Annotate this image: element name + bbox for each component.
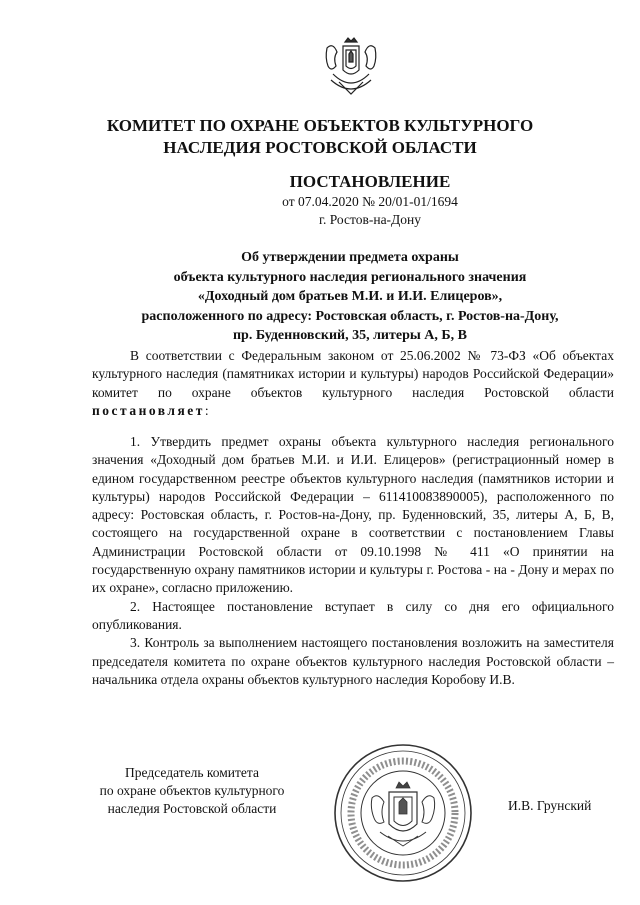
title-line: Об утверждении предмета охраны <box>241 250 459 265</box>
preamble-keyword: постановляет <box>92 402 205 418</box>
document-type: ПОСТАНОВЛЕНИЕ <box>289 172 451 191</box>
official-seal-icon <box>332 742 474 884</box>
title-line: объекта культурного наследия регионального значения <box>173 269 527 285</box>
preamble-paragraph <box>92 347 614 420</box>
resolution-item-2: 2. Настоящее постановление вступает в силу со дня его официального опубликования. <box>92 598 614 632</box>
agency-name <box>0 115 640 159</box>
document-date-number: от 07.04.2020 № 20/01-01/1694 <box>282 194 458 209</box>
preamble-colon: : <box>204 402 209 418</box>
signatory-position-line: наследия Ростовской области <box>107 801 277 816</box>
resolution-items <box>92 433 614 689</box>
resolution-item-1: 1. Утвердить предмет охраны объекта культурного наследия регионального значения «Доходный дом братьев М.И. и И.И. Елицеров» (регистрационный номер в едином государственном реестре объектов культурного наследия (памятников истории и культуры) народов Российской Федерации – 611410083890005), расположенного по адресу: Ростовская область, г. Ростов-на-Дону, пр. Буденновский, 35, литеры А, Б, В, состоящего на государственной охране в соответствии с постановлением Главы Администрации Ростовской области от 09.10.1998 № 411 «О принятии на государственную охрану памятников истории и культуры г. Ростова - на - Дону и мерах по их охране», согласно приложению. <box>92 434 614 596</box>
document-city: г. Ростов-на-Дону <box>318 212 421 227</box>
title-line: расположенного по адресу: Ростовская область, г. Ростов-на-Дону, <box>141 308 559 324</box>
signatory-position-line: по охране объектов культурного <box>99 783 285 798</box>
signatory-position <box>88 764 296 818</box>
coat-of-arms-icon <box>323 36 379 98</box>
document-title <box>60 248 640 346</box>
preamble-text: В соответствии с Федеральным законом от 25.06.2002 № 73-ФЗ «Об объектах культурного наследия (памятниках истории и культуры) народов Российской Федерации» комитет по охране объектов культурного наследия Ростовской области <box>92 348 614 400</box>
title-line: «Доходный дом братьев М.И. и И.И. Елицеров», <box>197 289 503 304</box>
agency-line-1: КОМИТЕТ ПО ОХРАНЕ ОБЪЕКТОВ КУЛЬТУРНОГО <box>106 116 534 135</box>
signatory-position-line: Председатель комитета <box>125 765 259 780</box>
signatory-name: И.В. Грунский <box>508 798 592 813</box>
resolution-item-3: 3. Контроль за выполнением настоящего постановления возложить на заместителя председателя комитета по охране объектов культурного наследия Ростовской области – начальника отдела охраны объектов культурного наследия Коробову И.В. <box>92 635 614 687</box>
title-line: пр. Буденновский, 35, литеры А, Б, В <box>232 328 468 343</box>
agency-line-2: НАСЛЕДИЯ РОСТОВСКОЙ ОБЛАСТИ <box>163 138 477 157</box>
